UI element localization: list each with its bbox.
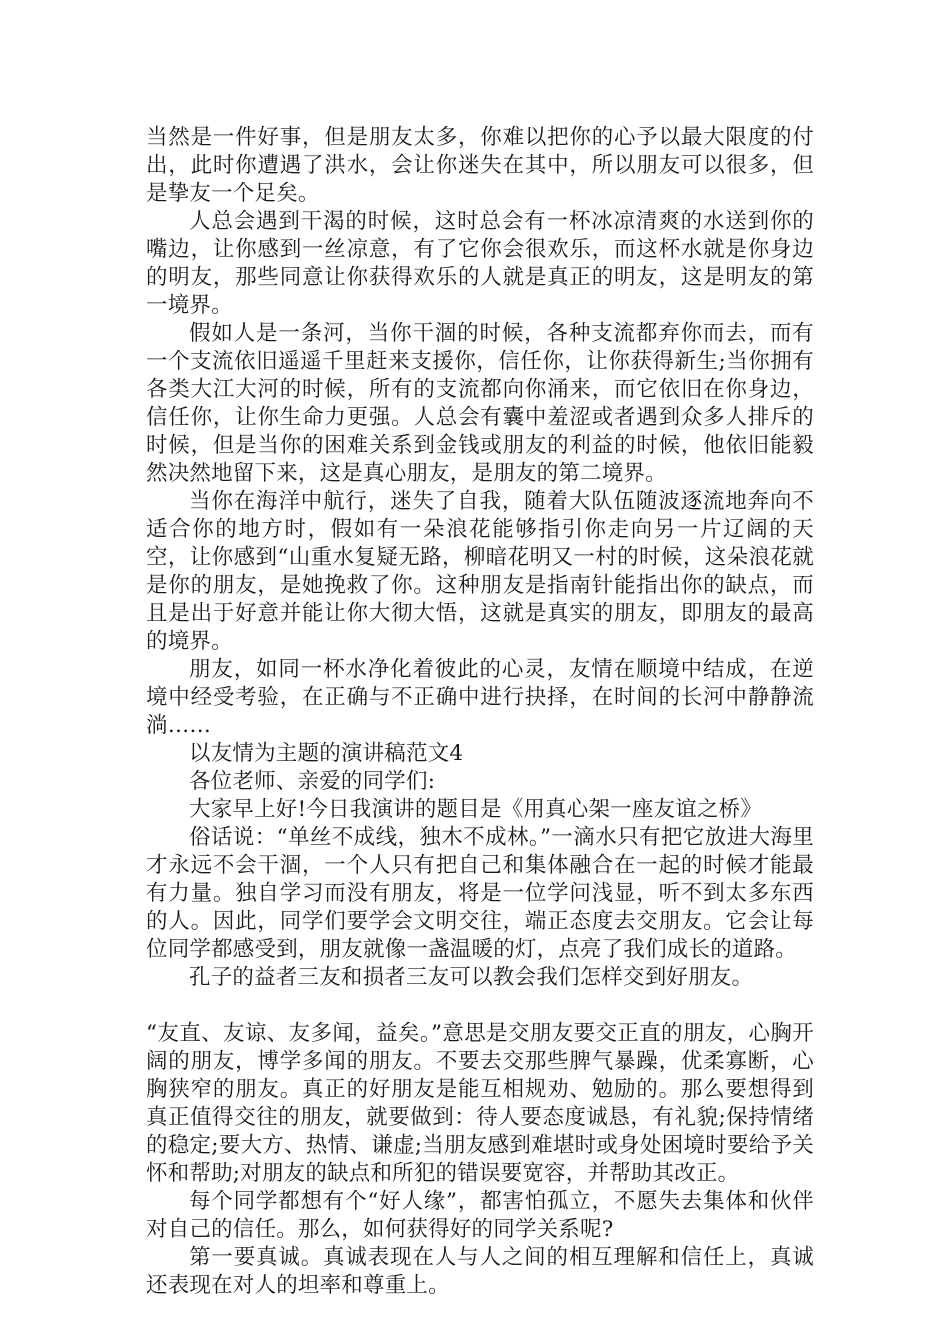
paragraph: 孔子的益者三友和损者三友可以教会我们怎样交到好朋友。 xyxy=(189,965,754,990)
paragraph: 人总会遇到干渴的时候，这时总会有一杯冰凉清爽的水送到你的嘴边，让你感到一丝凉意，有了它你会很欢乐，而这杯水就是你身边的明友，那些同意让你获得欢乐的人就是真正的明友，这是明友的第一境界。 xyxy=(146,209,814,318)
paragraph: 每个同学都想有个“好人缘”，都害怕孤立，不愿失去集体和伙伴对自己的信任。那么，如何获得好的同学关系呢? xyxy=(146,1189,814,1242)
paragraph: 第一要真诚。真诚表现在人与人之间的相互理解和信任上，真诚还表现在对人的坦率和尊重上。 xyxy=(146,1245,814,1298)
blank-line xyxy=(146,992,814,1020)
paragraph: 俗话说：“单丝不成线，独木不成林。”一滴水只有把它放进大海里才永远不会干涸，一个人只有把自己和集体融合在一起的时候才能最有力量。独自学习而没有朋友，将是一位学问浅显，听不到太多东西的人。因此，同学们要学会文明交往，端正态度去交朋友。它会让每位同学都感受到，朋友就像一盏温暖的灯，点亮了我们成长的道路。 xyxy=(146,825,814,962)
paragraph: 当然是一件好事，但是朋友太多，你难以把你的心予以最大限度的付出，此时你遭遇了洪水，会让你迷失在其中，所以朋友可以很多，但是挚友一个足矣。 xyxy=(146,125,814,206)
section-heading: 以友情为主题的演讲稿范文4 xyxy=(189,741,464,766)
paragraph: 假如人是一条河，当你干涸的时候，各种支流都弃你而去，而有一个支流依旧遥遥千里赶来支援你，信任你，让你获得新生;当你拥有各类大江大河的时候，所有的支流都向你涌来，而它依旧在你身边，信任你，让你生命力更强。人总会有囊中羞涩或者遇到众多人排斥的时候，但是当你的困难关系到金钱或朋友的利益的时候，他依旧能毅然决然地留下来，这是真心朋友，是朋友的第二境界。 xyxy=(146,321,814,486)
paragraph: 当你在海洋中航行，迷失了自我，随着大队伍随波逐流地奔向不适合你的地方时，假如有一朵浪花能够指引你走向另一片辽阔的天空，让你感到“山重水复疑无路，柳暗花明又一村的时候，这朵浪花就是你的朋友，是她挽救了你。这种朋友是指南针能指出你的缺点，而且是出于好意并能让你大彻大悟，这就是真实的朋友，即朋友的最高的境界。 xyxy=(146,489,814,654)
document-body xyxy=(146,124,814,1300)
paragraph: 朋友，如同一杯水净化着彼此的心灵，友情在顺境中结成，在逆境中经受考验，在正确与不正确中进行抉择，在时间的长河中静静流淌…… xyxy=(146,657,814,738)
paragraph: 大家早上好!今日我演讲的题目是《用真心架一座友谊之桥》 xyxy=(189,797,763,822)
paragraph: “友直、友谅、友多闻，益矣。”意思是交朋友要交正直的朋友，心胸开阔的朋友，博学多闻的朋友。不要去交那些脾气暴躁，优柔寡断，心胸狭窄的朋友。真正的好朋友是能互相规劝、勉励的。那么要想得到真正值得交往的朋友，就要做到：待人要态度诚恳，有礼貌;保持情绪的稳定;要大方、热情、谦虚;当朋友感到难堪时或身处困境时要给予关怀和帮助;对朋友的缺点和所犯的错误要宽容，并帮助其改正。 xyxy=(146,1021,814,1186)
salutation: 各位老师、亲爱的同学们: xyxy=(189,769,436,794)
